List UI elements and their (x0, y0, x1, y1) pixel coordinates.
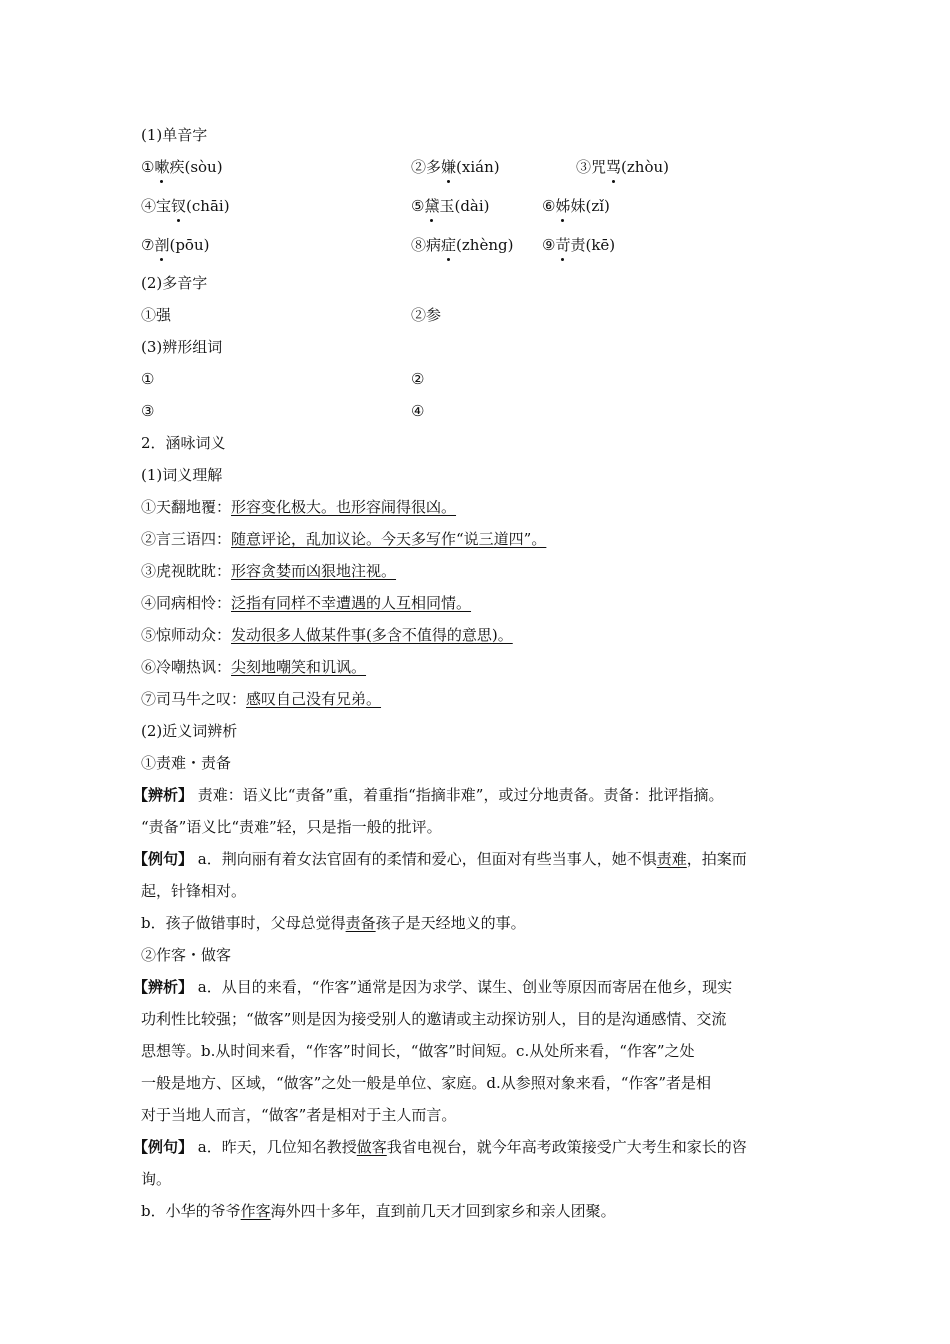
emphasis-char: 剖 (154, 236, 170, 254)
term-row (141, 528, 546, 550)
paragraph-line: 询。 (141, 1170, 172, 1188)
item-text: 多 (426, 158, 442, 176)
term-definition: 随意评论，乱加议论。今天多写作“说三道四”。 (231, 530, 547, 548)
term-label: ②言三语四： (141, 530, 232, 548)
term-row (141, 624, 513, 646)
emphasis-char: 骂 (606, 158, 622, 176)
paragraph-text: 责难：语义比“责备”重，着重指“指摘非难”，或过分地责备。责备：批评指摘。 (197, 786, 724, 804)
list-item (141, 156, 223, 178)
term-label: ⑥冷嘲热讽： (141, 658, 232, 676)
term-label: ⑤惊师动众： (141, 626, 232, 644)
paragraph-line (141, 912, 526, 934)
list-item (411, 234, 513, 256)
paragraph-line: 对于当地人而言，“做客”者是相对于主人而言。 (141, 1106, 457, 1124)
paragraph-text: b．小华的爷爷 (141, 1202, 241, 1220)
term-row (141, 496, 456, 518)
emphasis-char: 姊 (555, 197, 571, 215)
paragraph-text: 海外四十多年，直到前几天才回到家乡和亲人团聚。 (270, 1202, 616, 1220)
section-title: (2)多音字 (141, 274, 208, 292)
list-item (141, 195, 230, 217)
analysis-tag: 【辨析】 (133, 786, 194, 804)
emphasis-char: 嗽 (154, 158, 170, 176)
example-tag: 【例句】 (133, 850, 194, 868)
item-number: ⑤ (411, 197, 425, 215)
list-item: ④ (411, 402, 425, 420)
item-number: ① (141, 158, 155, 176)
term-row (141, 688, 381, 710)
item-text: 妹(zǐ) (570, 197, 610, 215)
analysis-paragraph (133, 976, 732, 998)
term-definition: 感叹自己没有兄弟。 (246, 690, 382, 708)
word-pair-heading: ①责难・责备 (141, 754, 232, 772)
term-label: ⑦司马牛之叹： (141, 690, 247, 708)
analysis-paragraph (133, 784, 723, 806)
term-definition: 形容贪婪而凶狠地注视。 (231, 562, 397, 580)
item-text: (zhèng) (456, 236, 514, 254)
section-title: (3)辨形组词 (141, 338, 223, 356)
paragraph-text: ，拍案而 (686, 850, 747, 868)
word-pair-heading: ②作客・做客 (141, 946, 232, 964)
list-item (411, 156, 500, 178)
underlined-word: 责备 (345, 914, 376, 932)
list-item: ②参 (411, 306, 442, 324)
list-item: ①强 (141, 306, 172, 324)
item-number: ⑨ (542, 236, 556, 254)
paragraph-text: 孩子是天经地义的事。 (375, 914, 526, 932)
section-heading: 2．涵咏词义 (141, 434, 226, 452)
term-label: ④同病相怜： (141, 594, 232, 612)
item-number: ② (411, 158, 427, 176)
section-title: (1)单音字 (141, 126, 208, 144)
term-row (141, 560, 396, 582)
paragraph-text: 我省电视台，就今年高考政策接受广大考生和家长的咨 (386, 1138, 747, 1156)
underlined-word: 做客 (356, 1138, 387, 1156)
item-number: ⑧ (411, 236, 427, 254)
paragraph-line: 思想等。b.从时间来看，“作客”时间长，“做客”时间短。c.从处所来看，“作客”之处 (141, 1042, 695, 1060)
emphasis-char: 钗 (171, 197, 187, 215)
term-definition: 尖刻地嘲笑和讥讽。 (231, 658, 367, 676)
example-paragraph (133, 1136, 747, 1158)
term-label: ①天翻地覆： (141, 498, 232, 516)
term-definition: 泛指有同样不幸遭遇的人互相同情。 (231, 594, 472, 612)
list-item (542, 234, 615, 256)
list-item: ① (141, 370, 155, 388)
analysis-tag: 【辨析】 (133, 978, 194, 996)
term-row (141, 592, 471, 614)
term-label: ③虎视眈眈： (141, 562, 232, 580)
item-text: 咒 (591, 158, 607, 176)
item-text: (chāi) (186, 197, 230, 215)
item-text: 宝 (156, 197, 172, 215)
underlined-word: 责难 (656, 850, 687, 868)
example-paragraph (133, 848, 747, 870)
item-text: 病 (426, 236, 442, 254)
term-definition: 形容变化极大。也形容闹得很凶。 (231, 498, 457, 516)
term-row (141, 656, 366, 678)
paragraph-text: b．孩子做错事时，父母总觉得 (141, 914, 346, 932)
list-item (141, 234, 209, 256)
paragraph-line (141, 1200, 616, 1222)
item-text: (zhòu) (621, 158, 670, 176)
example-tag: 【例句】 (133, 1138, 194, 1156)
section-title: (2)近义词辨析 (141, 722, 238, 740)
paragraph-line: 起，针锋相对。 (141, 882, 247, 900)
item-number: ③ (576, 158, 592, 176)
emphasis-char: 苛 (555, 236, 571, 254)
item-number: ④ (141, 197, 157, 215)
item-text: (xián) (456, 158, 500, 176)
list-item: ② (411, 370, 425, 388)
paragraph-text: a．荆向丽有着女法官固有的柔情和爱心，但面对有些当事人，她不惧 (197, 850, 657, 868)
item-number: ⑥ (542, 197, 556, 215)
item-number: ⑦ (141, 236, 155, 254)
underlined-word: 作客 (240, 1202, 271, 1220)
paragraph-text: a．从目的来看，“作客”通常是因为求学、谋生、创业等原因而寄居在他乡，现实 (197, 978, 733, 996)
paragraph-line: 一般是地方、区域，“做客”之处一般是单位、家庭。d.从参照对象来看，“作客”者是相 (141, 1074, 712, 1092)
list-item (411, 195, 490, 217)
term-definition: 发动很多人做某件事(多含不值得的意思)。 (231, 626, 513, 644)
paragraph-line: “责备”语义比“责难”轻，只是指一般的批评。 (141, 818, 442, 836)
paragraph-line: 功利性比较强；“做客”则是因为接受别人的邀请或主动探访别人，目的是沟通感情、交流 (141, 1010, 727, 1028)
item-text: 疾(sòu) (169, 158, 223, 176)
emphasis-char: 症 (441, 236, 457, 254)
list-item: ③ (141, 402, 155, 420)
paragraph-text: a．昨天，几位知名教授 (197, 1138, 357, 1156)
emphasis-char: 嫌 (441, 158, 457, 176)
section-title: (1)词义理解 (141, 466, 223, 484)
item-text: 玉(dài) (439, 197, 490, 215)
list-item (542, 195, 610, 217)
list-item (576, 156, 669, 178)
item-text: (pōu) (169, 236, 210, 254)
item-text: 责(kē) (570, 236, 616, 254)
emphasis-char: 黛 (424, 197, 440, 215)
